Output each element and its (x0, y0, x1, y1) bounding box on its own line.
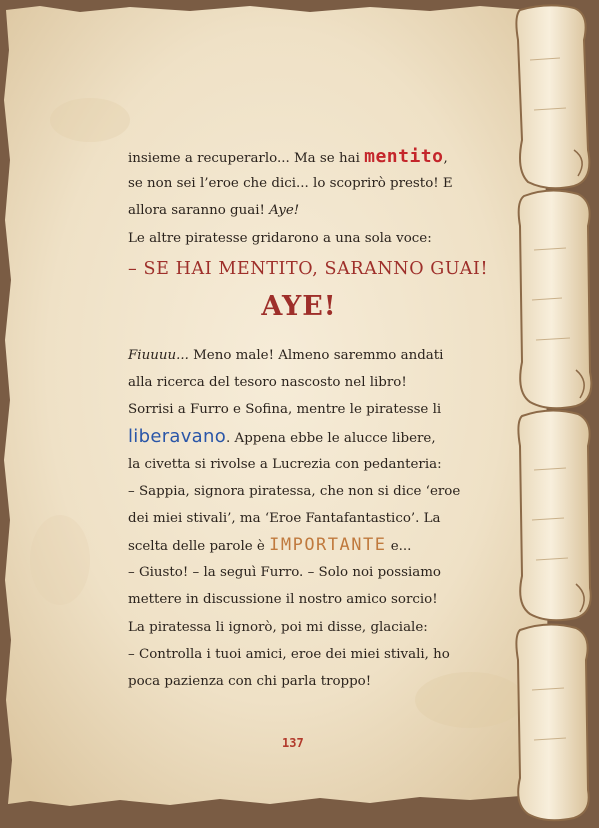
italic-aye: Aye! (269, 203, 300, 219)
text-segment: insieme a recuperarlo... Ma se hai (128, 151, 365, 166)
text-segment: . Appena ebbe le alucce libere, (226, 431, 436, 447)
text-line: – Sappia, signora piratessa, che non si dice ‘eroe (128, 483, 461, 499)
text-line: Sorrisi a Furro e Sofina, mentre le piratesse li (128, 402, 442, 418)
text-line: se non sei l’eroe che dici... lo scoprirò presto! E (128, 176, 453, 192)
text-line (128, 532, 488, 559)
page-number: 137 (282, 736, 304, 750)
text-segment: Meno male! Almeno saremmo andati (188, 347, 444, 363)
text-line: – Giusto! – la seguì Furro. – Solo noi possiamo (128, 565, 441, 581)
text-segment: scelta delle parole è (128, 539, 270, 555)
text-line: – Controlla i tuoi amici, eroe dei miei stivali, ho (128, 646, 450, 662)
shout-line-1: – SE HAI MENTITO, SARANNO GUAI! (128, 258, 489, 279)
text-segment: e... (386, 539, 412, 555)
text-line (128, 342, 488, 369)
text-segment: allora saranno guai! (128, 203, 270, 219)
shout-line-2: AYE! (261, 290, 337, 322)
italic-fiuuuu: Fiuuuu... (128, 347, 189, 363)
text-line: La piratessa li ignorò, poi mi disse, glaciale: (128, 619, 428, 635)
spacer (128, 328, 488, 342)
text-segment: , (443, 151, 448, 166)
text-line (128, 143, 488, 170)
emphasis-word-importante: IMPORTANTE (269, 535, 387, 556)
emphasis-word-mentito: mentito (364, 146, 444, 167)
emphasis-word-liberavano: liberavano (128, 426, 227, 448)
text-line: la civetta si rivolse a Lucrezia con pedanteria: (128, 456, 442, 472)
text-line (128, 423, 488, 450)
text-line: poca pazienza con chi parla troppo! (128, 674, 372, 689)
story-text (128, 143, 488, 695)
text-line: dei miei stivali’, ma ‘Eroe Fantafantastico’. La (128, 510, 441, 526)
text-line: alla ricerca del tesoro nascosto nel libro! (128, 374, 407, 390)
text-line (128, 197, 488, 224)
text-line: mettere in discussione il nostro amico sorcio! (128, 592, 438, 608)
text-line: Le altre piratesse gridarono a una sola voce: (128, 230, 432, 246)
